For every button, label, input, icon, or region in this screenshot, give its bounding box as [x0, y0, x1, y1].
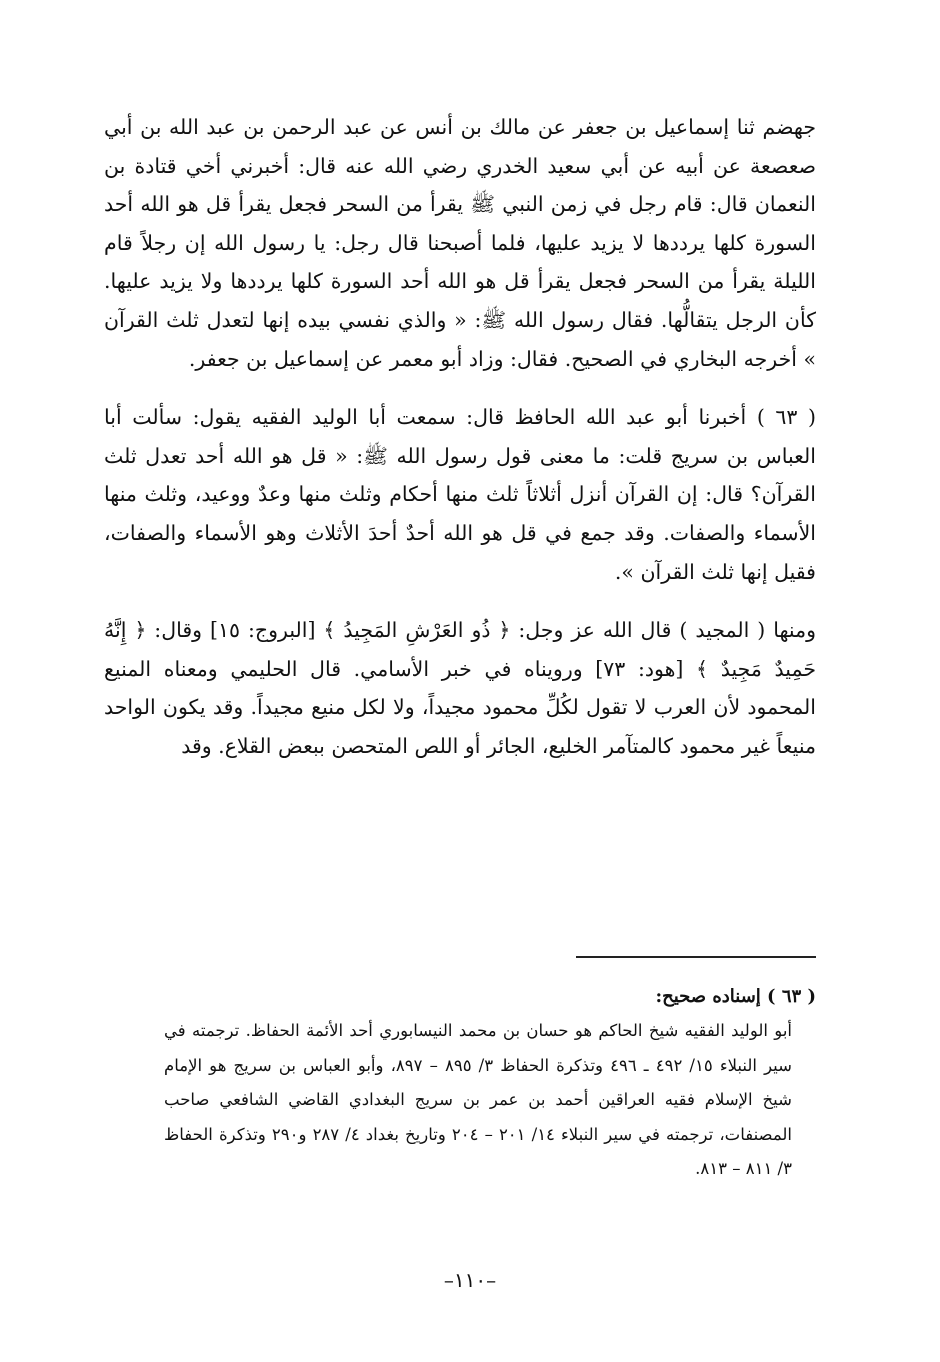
main-text	[104, 108, 816, 766]
paragraph-63: ( ٦٣ ) أخبرنا أبو عبد الله الحافظ قال: سمعت أبا الوليد الفقيه يقول: سألت أبا العباس بن سريج قلت: ما معنى قول رسول الله ﷺ: « قل هو الله أحد تعدل ثلث القرآن؟ قال: إن القرآن أنزل أثلاثاً ثلث منها أحكام وثلث منها وعدٌ ووعيد، وثلث منها الأسماء والصفات. وقد جمع في قل هو الله أحدٌ أحدَ الأثلاث وهو الأسماء والصفات، فقيل إنها ثلث القرآن ».	[104, 405, 817, 584]
paragraph-al-majid: ومنها ( المجيد ) قال الله عز وجل: ﴿ ذُو العَرْشِ المَجِيدُ ﴾ [البروج: ١٥] وقال: ﴿ إِنَّهُ حَمِيدٌ مَجِيدٌ ﴾ [هود: ٧٣] ورويناه في خبر الأسامي. قال الحليمي ومعناه المنيع المحمود لأن العرب لا تقول لكُلِّ محمود مجيداً، ولا لكل منيع مجيداً. وقد يكون الواحد منيعاً غير محمود كالمتآمر الخليع، الجائر أو اللص المتحصن ببعض القلاع. وقد	[104, 618, 816, 758]
footnote-separator	[576, 956, 816, 958]
footnote-body: أبو الوليد الفقيه شيخ الحاكم هو حسان بن محمد النيسابوري أحد الأئمة الحفاظ. ترجمته في سير النبلاء ١٥/ ٤٩٢ ـ ٤٩٦ وتذكرة الحفاظ ٣/ ٨٩٥ – ٨٩٧، وأبو العباس بن سريج هو الإمام شيخ الإسلام فقيه العراقين أحمد بن عمر بن سريج البغدادي القاضي الشافعي صاحب المصنفات، ترجمته في سير النبلاء ١٤/ ٢٠١ – ٢٠٤ وتاريخ بغداد ٤/ ٢٨٧ و٢٩٠ وتذكرة الحفاظ ٣/ ٨١١ – ٨١٣.	[164, 1021, 793, 1178]
footnotes	[104, 980, 816, 1187]
paragraph-hadith-narration: جهضم ثنا إسماعيل بن جعفر عن مالك بن أنس عن عبد الرحمن بن عبد الله بن أبي صعصعة عن أبيه عن أبي سعيد الخدري رضي الله عنه قال: أخبرني أخي قتادة بن النعمان قال: قام رجل في زمن النبي ﷺ يقرأ من السحر فجعل يقرأ قل هو الله أحد السورة كلها يرددها لا يزيد عليها، فلما أصبحنا قال رجل: يا رسول الله إن رجلاً قام الليلة يقرأ من السحر فجعل يقرأ قل هو الله أحد السورة كلها يرددها ولا يزيد عليها. كأن الرجل يتقالُّها. فقال رسول الله ﷺ: « والذي نفسي بيده إنها لتعدل ثلث القرآن » أخرجه البخاري في الصحيح. فقال: وزاد أبو معمر عن إسماعيل بن جعفر.	[104, 115, 816, 371]
page-number: –١١٠–	[443, 1268, 497, 1292]
footnote-heading: ( ٦٣ ) إسناده صحيح:	[655, 986, 816, 1007]
